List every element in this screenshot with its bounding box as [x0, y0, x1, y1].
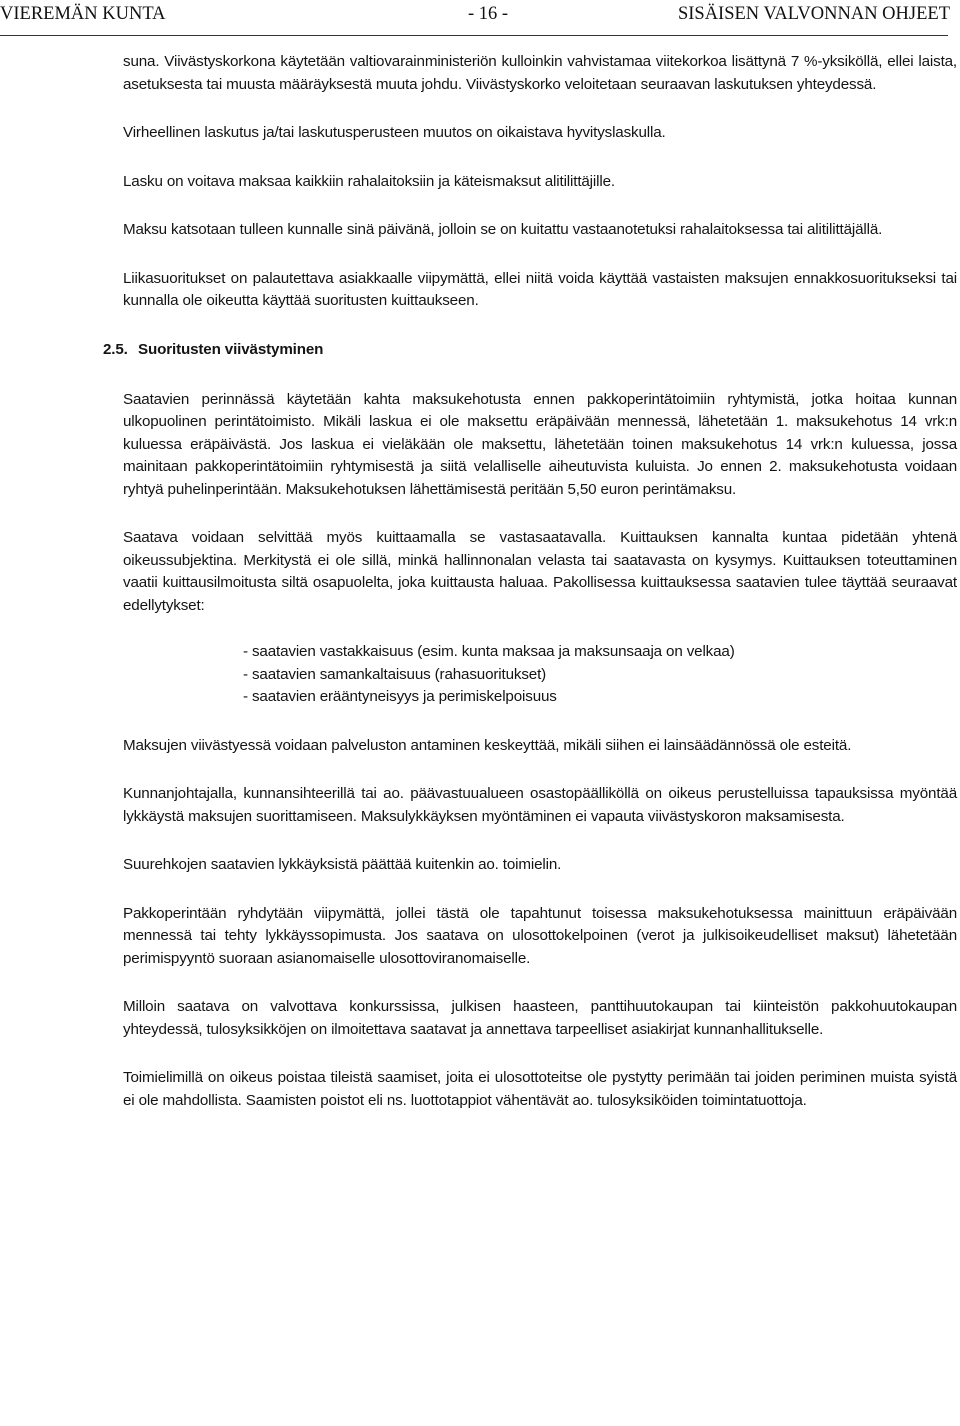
set-off-conditions-list [243, 641, 957, 709]
paragraph-payment-channels: Lasku on voitava maksaa kaikkiin rahalaitoksiin ja käteismaksut alitilittäjille. [123, 172, 615, 190]
header-document-title: SISÄISEN VALVONNAN OHJEET [677, 4, 950, 24]
paragraph-bankruptcy: Milloin saatava on valvottava konkurssissa, julkisen haasteen, panttihuutokaupan tai kiinteistön pakkohuutokaupan yhteydessä, tulosyksikköjen on ilmoitettava saatavat ja annettava tarpeelliset asiakirjat kunnanhallitukselle. [123, 998, 957, 1038]
header-organization: VIEREMÄN KUNTA [0, 4, 166, 24]
paragraph-payment-date: Maksu katsotaan tulleen kunnalle sinä päivänä, jolloin se on kuitattu vastaanotetuksi rahalaitoksessa tai alitilittäjällä. [123, 221, 883, 238]
list-item: - saatavien erääntyneisyys ja perimiskelpoisuus [243, 688, 557, 705]
paragraph-service-suspension: Maksujen viivästyessä voidaan palveluston antaminen keskeyttää, mikäli siihen ei lainsäädännössä ole esteitä. [123, 736, 852, 754]
section-heading [103, 339, 957, 363]
list-item: - saatavien vastakkaisuus (esim. kunta maksaa ja maksunsaaja on velkaa) [243, 643, 735, 660]
list-item: - saatavien samankaltaisuus (rahasuoritukset) [243, 665, 547, 683]
paragraph-late-interest: suna. Viivästyskorkona käytetään valtiovarainministeriön kulloinkin vahvistamaa viitekorkoa lisättynä 7 %-yksiköllä, ellei laista, asetuksesta tai muusta määräyksestä muuta johdu. Viivästyskorko veloitetaan seuraavan laskutuksen yhteydessä. [123, 53, 957, 93]
paragraph-payment-deferral: Kunnanjohtajalla, kunnansihteerillä tai ao. päävastuualueen osastopäälliköllä on oikeus perustelluissa tapauksissa myöntää lykkäystä maksujen suorittamiseen. Maksulykkäyksen myöntäminen ei vapauta viivästyskoron maksamisesta. [123, 785, 957, 825]
paragraph-collection-reminders: Saatavien perinnässä käytetään kahta maksukehotusta ennen pakkoperintätoimiin ryhtymistä, jotka hoitaa kunnan ulkopuolinen perintätoimisto. Mikäli laskua ei ole maksettu eräpäivään mennessä, lähetetään 1. maksukehotus 14 vrk:n kuluessa eräpäivästä. Jos laskua ei vieläkään ole maksettu, lähetetään toinen maksukehotus 14 vrk:n kuluessa, jossa mainitaan pakkoperintätoimiin ryhtymisestä ja siitä velalliselle aiheutuvista kuluista. Jo ennen 2. maksukehotusta voidaan ryhtyä puhelinperintään. Maksukehotuksen lähettämisestä peritään 5,50 euron perintämaksu. [123, 390, 957, 498]
page-header [0, 4, 960, 30]
paragraph-set-off: Saatava voidaan selvittää myös kuittaamalla se vastasaatavalla. Kuittauksen kannalta kuntaa pidetään yhtenä oikeussubjektina. Merkitystä ei ole sillä, minkä hallinnonalan velasta tai saatavasta on kysymys. Kuittauksen toteuttaminen vaatii kuittausilmoitusta siltä osapuolelta, joka kuittausta haluaa. Pakollisessa kuittauksessa saatavien tulee täyttää seuraavat edellytykset: [123, 529, 957, 614]
section-title: Suoritusten viivästyminen [138, 340, 324, 358]
header-divider [0, 35, 948, 36]
paragraph-large-receivables: Suurehkojen saatavien lykkäyksistä päättää kuitenkin ao. toimielin. [123, 856, 562, 873]
paragraph-overpayments: Liikasuoritukset on palautettava asiakkaalle viipymättä, ellei niitä voida käyttää vastaisten maksujen ennakkosuoritukseksi tai kunnalla ole oikeutta käyttää suoritusten kuittaukseen. [123, 269, 957, 309]
header-page-number: - 16 - [468, 4, 509, 24]
paragraph-credit-note: Virheellinen laskutus ja/tai laskutusperusteen muutos on oikaistava hyvityslaskulla. [123, 124, 666, 141]
document-body [103, 51, 957, 1112]
paragraph-enforcement: Pakkoperintään ryhdytään viipymättä, jollei tästä ole tapahtunut toisessa maksukehotuksessa mainittuun eräpäivään mennessä tai tehty lykkäyssopimusta. Jos saatava on ulosottokelpoinen (verot ja julkisoikeudelliset maksut) lähetetään perimispyyntö suoraan asianomaiselle ulosottoviranomaiselle. [123, 904, 957, 967]
paragraph-write-offs: Toimielimillä on oikeus poistaa tileistä saamiset, joita ei ulosottoteitse ole pystytty perimään tai joiden periminen muista syistä ei ole mahdollista. Saamisten poistot eli ns. luottotappiot vähentävät ao. tulosyksiköiden toimintatuottoja. [123, 1069, 957, 1109]
section-number: 2.5. [103, 340, 128, 358]
